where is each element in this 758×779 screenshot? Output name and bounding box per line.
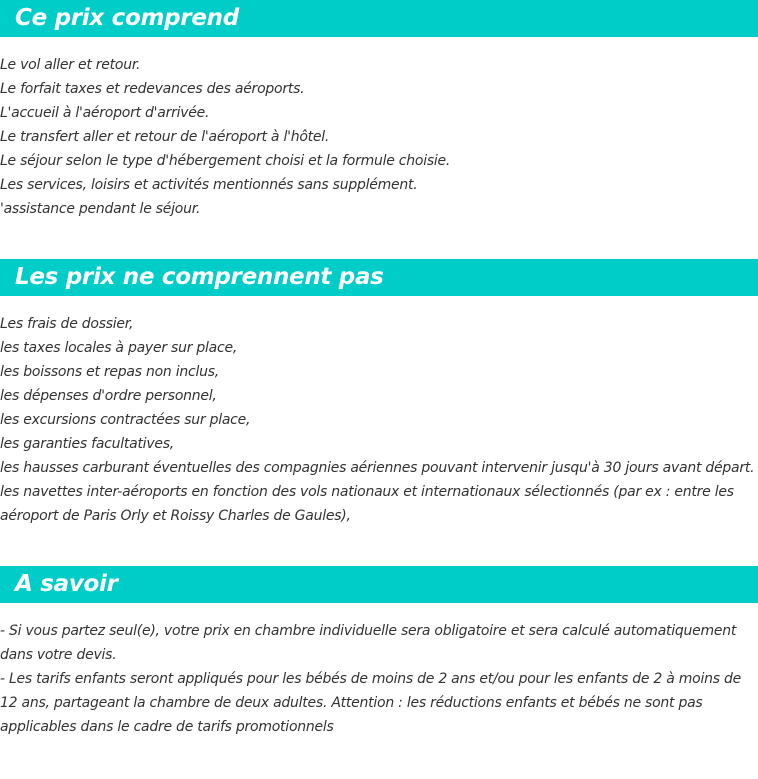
- list-item: les hausses carburant éventuelles des compagnies aériennes pouvant intervenir jusqu'à 30 jours avant départ.: [0, 460, 755, 476]
- excludes-list: [0, 296, 758, 528]
- list-item: Les services, loisirs et activités mentionnés sans supplément.: [0, 177, 418, 193]
- list-item: les dépenses d'ordre personnel,: [0, 388, 217, 404]
- note-paragraph: - Les tarifs enfants seront appliqués pour les bébés de moins de 2 ans et/ou pour les enfants de 2 à moins de 12 ans, partageant la chambre de deux adultes. Attention : les réductions enfants et bébés ne sont pas applicables dans le cadre de tarifs promotionnels: [0, 671, 742, 735]
- list-item: 'assistance pendant le séjour.: [0, 201, 201, 217]
- list-item: les boissons et repas non inclus,: [0, 364, 219, 380]
- section-header-notes: [0, 566, 758, 603]
- note-paragraph: - Si vous partez seul(e), votre prix en chambre individuelle sera obligatoire et sera calculé automatiquement dans votre devis.: [0, 623, 737, 663]
- section-price-includes: [0, 0, 758, 221]
- section-header-includes: [0, 0, 758, 37]
- list-item: Le transfert aller et retour de l'aéroport à l'hôtel.: [0, 129, 330, 145]
- section-price-excludes: [0, 259, 758, 528]
- section-title-notes: A savoir: [15, 571, 118, 597]
- includes-list: [0, 37, 758, 221]
- list-item: les navettes inter-aéroports en fonction des vols nationaux et internationaux sélectionnés (par ex : entre les aéroport de Paris Orly et Roissy Charles de Gaules),: [0, 484, 734, 524]
- section-title-includes: Ce prix comprend: [15, 5, 239, 31]
- list-item: les garanties facultatives,: [0, 436, 174, 452]
- section-title-excludes: Les prix ne comprennent pas: [15, 264, 384, 290]
- list-item: L'accueil à l'aéroport d'arrivée.: [0, 105, 210, 121]
- list-item: Le forfait taxes et redevances des aéroports.: [0, 81, 305, 97]
- section-header-excludes: [0, 259, 758, 296]
- notes-body: [0, 603, 758, 739]
- list-item: Le séjour selon le type d'hébergement choisi et la formule choisie.: [0, 153, 451, 169]
- section-good-to-know: [0, 566, 758, 739]
- list-item: Le vol aller et retour.: [0, 57, 141, 73]
- list-item: Les frais de dossier,: [0, 316, 134, 332]
- list-item: les excursions contractées sur place,: [0, 412, 251, 428]
- list-item: les taxes locales à payer sur place,: [0, 340, 238, 356]
